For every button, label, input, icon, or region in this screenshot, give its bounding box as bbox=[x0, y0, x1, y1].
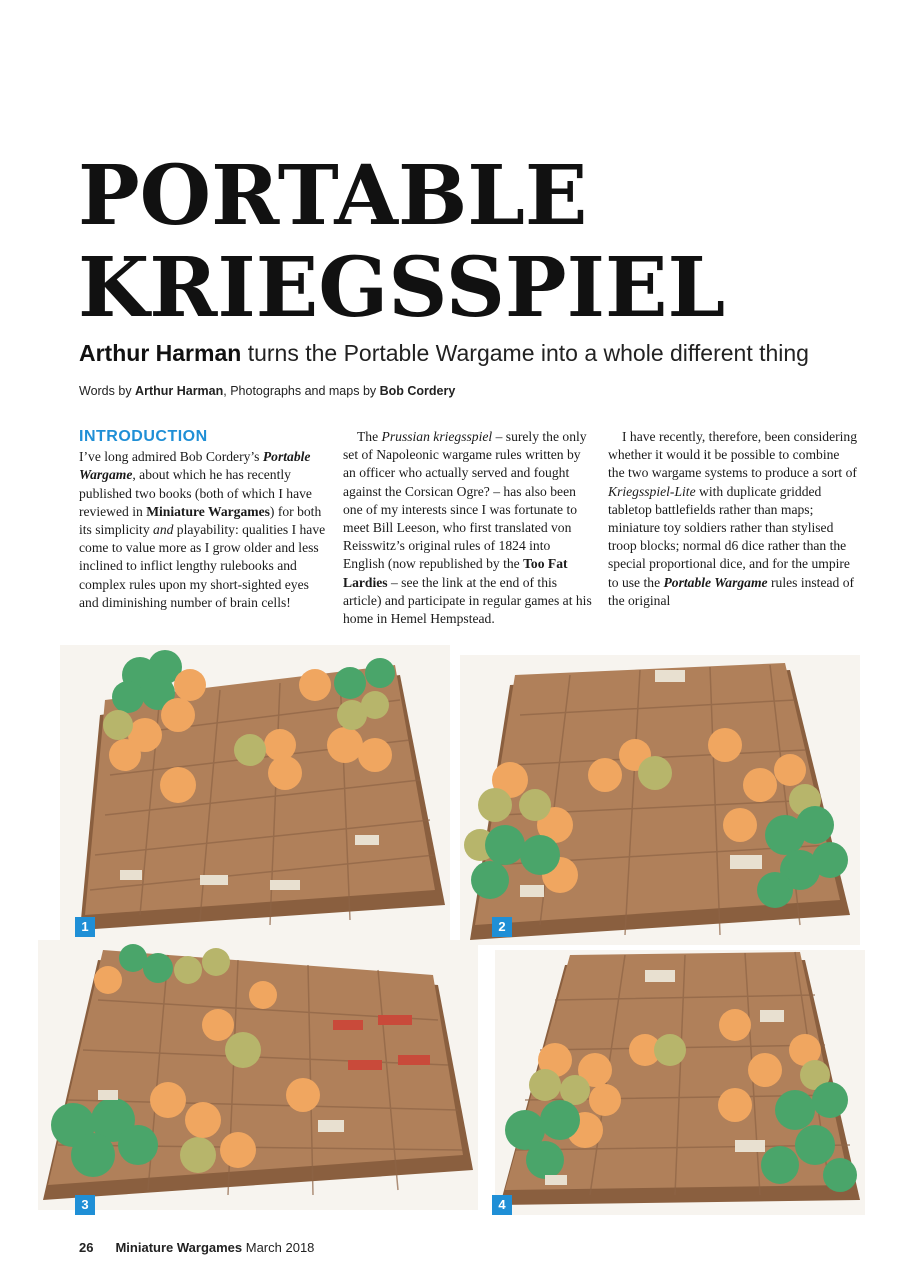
hex-board-4 bbox=[495, 950, 865, 1215]
hex-board-2 bbox=[460, 655, 860, 945]
photo-4-number: 4 bbox=[492, 1195, 512, 1215]
photo-2-number: 2 bbox=[492, 917, 512, 937]
intro-text-d: Miniature Wargames bbox=[146, 503, 270, 519]
credits-words-prefix: Words by bbox=[79, 384, 136, 398]
intro-text-f: and bbox=[153, 522, 174, 538]
column-3-paragraph bbox=[608, 428, 858, 610]
intro-text-e: ) for both its simplicity bbox=[79, 503, 322, 538]
intro-text-b: Portable Wargame bbox=[79, 449, 311, 483]
intro-paragraph bbox=[79, 448, 329, 612]
credits bbox=[79, 384, 455, 398]
col2-text-d: Too Fat Lardies bbox=[343, 556, 568, 590]
credits-photos-author: Bob Cordery bbox=[379, 384, 456, 398]
photo-3 bbox=[38, 940, 478, 1210]
photo-3-number: 3 bbox=[75, 1195, 95, 1215]
intro-text-a: I’ve long admired Bob Cordery’s bbox=[79, 449, 263, 465]
hex-board-3 bbox=[38, 940, 478, 1210]
col2-text-b: Prussian kriegsspiel bbox=[381, 429, 493, 444]
title-line-2: KRIEGSSPIEL bbox=[78, 240, 726, 336]
intro-text-c: , about which he has recently published two books (both of which I have reviewed in bbox=[79, 467, 312, 519]
intro-text-g: playability: qualities I have come to value more as I grow older and less inclined to inflict lengthy rulebooks and complex rules upon my short-sighted eyes and diminishing number of brain cells! bbox=[79, 522, 326, 610]
col2-text-c: – surely the only set of Napoleonic wargame rules written by an officer who actually served and fought against the Corsican Ogre? – has also been one of my interests since I was fortunate to meet Bill Leeson, who first translated von Reisswitz’s original rules of 1824 into English (now republished by the bbox=[343, 429, 587, 572]
photo-1 bbox=[60, 645, 450, 940]
col3-text-b: Kriegsspiel-Lite bbox=[608, 483, 696, 499]
col3-text-c: with duplicate gridded tabletop battlefields rather than maps; miniature toy soldiers rather than stylised troop blocks; normal d6 dice rather than the special proportional dice, and for the umpire to use the bbox=[608, 483, 850, 590]
standfirst bbox=[79, 340, 809, 367]
section-heading: INTRODUCTION bbox=[79, 428, 208, 445]
column-2 bbox=[343, 428, 593, 628]
column-1 bbox=[79, 428, 329, 612]
col2-text-e: – see the link at the end of this article) and participate in regular games at his home in Hemel Hempstead. bbox=[343, 574, 592, 627]
article-title bbox=[78, 150, 725, 334]
col3-text-a: I have recently, therefore, been considering whether it would it be possible to combine the two wargame systems to produce a sort of bbox=[608, 429, 858, 481]
credits-words-author: Arthur Harman bbox=[135, 384, 224, 398]
hex-board-1 bbox=[60, 645, 450, 940]
col3-text-d: Portable Wargame bbox=[663, 574, 768, 590]
page-number: 26 bbox=[79, 1240, 94, 1255]
standfirst-author: Arthur Harman bbox=[79, 340, 242, 366]
column-2-paragraph bbox=[343, 428, 593, 628]
standfirst-text: turns the Portable Wargame into a whole different thing bbox=[241, 340, 809, 366]
magazine-name: Miniature Wargames bbox=[115, 1240, 243, 1255]
column-3 bbox=[608, 428, 858, 610]
page-footer bbox=[79, 1240, 314, 1255]
col3-text-e: rules instead of the original bbox=[608, 574, 855, 608]
issue-date: March 2018 bbox=[242, 1240, 315, 1255]
photo-1-number: 1 bbox=[75, 917, 95, 937]
title-line-1: PORTABLE bbox=[78, 148, 588, 244]
photo-4 bbox=[495, 950, 865, 1215]
credits-photos-prefix: , Photographs and maps by bbox=[223, 384, 380, 398]
photo-2 bbox=[460, 655, 860, 945]
col2-text-a: The bbox=[357, 429, 382, 444]
